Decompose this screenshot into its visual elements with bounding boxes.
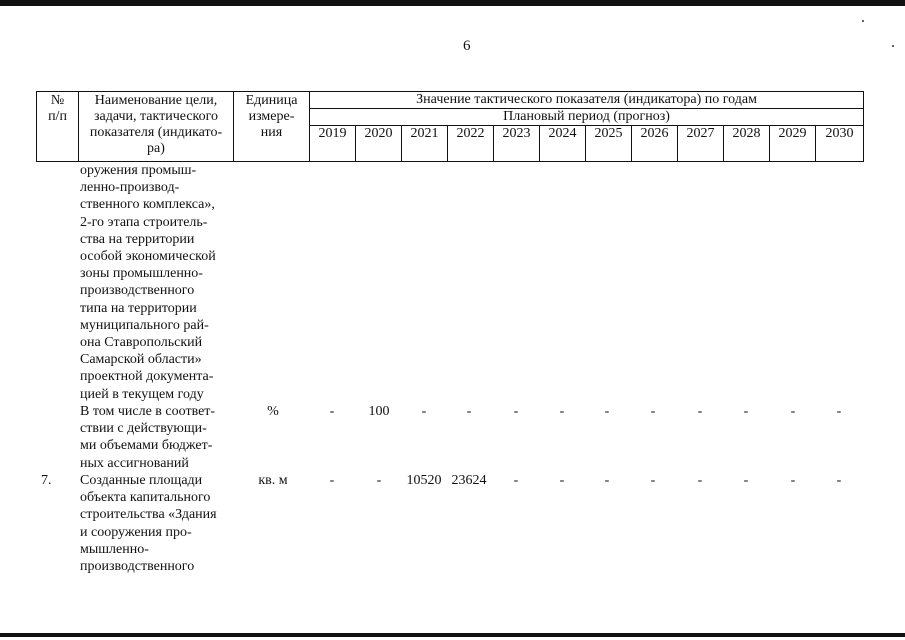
page-number: 6 (463, 38, 471, 54)
value-2028: - (743, 473, 749, 488)
value-2023: - (513, 404, 519, 419)
value-2021: - (421, 404, 427, 419)
row-name: В том числе в соответ- ствии с действующи- ми объемами бюджет- ных ассигнований (80, 404, 216, 471)
header-number-cell: № п/п (37, 92, 79, 162)
scan-speck (862, 20, 864, 22)
top-border (0, 0, 905, 6)
header-values-title: Значение тактического показателя (индикатора) по годам (310, 92, 864, 109)
row-unit: % (267, 404, 279, 419)
value-2020: 100 (368, 404, 390, 419)
value-2022: - (466, 404, 472, 419)
value-2019: - (329, 404, 335, 419)
value-2029: - (790, 404, 796, 419)
value-2024: - (559, 473, 565, 488)
header-year-2029: 2029 (770, 126, 816, 162)
value-2027: - (697, 404, 703, 419)
header-year-2023: 2023 (494, 126, 540, 162)
header-year-2022: 2022 (448, 126, 494, 162)
header-year-2025: 2025 (586, 126, 632, 162)
row-unit: кв. м (258, 473, 288, 488)
value-2030: - (836, 404, 842, 419)
bottom-border (0, 633, 905, 637)
value-2022: 23624 (451, 473, 487, 488)
value-2025: - (604, 473, 610, 488)
row-name: Созданные площади объекта капитального строительства «Здания и сооружения про- мышленно- производственного (80, 473, 217, 575)
value-2020: - (376, 473, 382, 488)
scan-speck (892, 45, 894, 47)
value-2027: - (697, 473, 703, 488)
value-2026: - (650, 404, 656, 419)
value-2019: - (329, 473, 335, 488)
value-2029: - (790, 473, 796, 488)
value-2030: - (836, 473, 842, 488)
value-2021: 10520 (406, 473, 442, 488)
header-year-2026: 2026 (632, 126, 678, 162)
table-header (36, 91, 864, 162)
row-number: 7. (41, 473, 52, 488)
value-2026: - (650, 473, 656, 488)
header-year-2021: 2021 (402, 126, 448, 162)
header-year-2028: 2028 (724, 126, 770, 162)
header-name-cell: Наименование цели, задачи, тактического показателя (индикато- ра) (79, 92, 234, 162)
continuation-text: оружения промыш- ленно-производ- ственного комплекса», 2-го этапа строитель- ства на территории особой экономической зоны промышленно- производственного типа на территории муниципального рай- она Ставропольский Самарской области» проектной документа- цией в текущем году (80, 163, 216, 402)
header-unit-cell: Единица измере- ния (234, 92, 310, 162)
value-2024: - (559, 404, 565, 419)
header-year-2030: 2030 (816, 126, 864, 162)
header-year-2027: 2027 (678, 126, 724, 162)
header-year-2020: 2020 (356, 126, 402, 162)
header-year-2019: 2019 (310, 126, 356, 162)
value-2028: - (743, 404, 749, 419)
value-2025: - (604, 404, 610, 419)
header-planned-period: Плановый период (прогноз) (310, 109, 864, 126)
value-2023: - (513, 473, 519, 488)
header-year-2024: 2024 (540, 126, 586, 162)
